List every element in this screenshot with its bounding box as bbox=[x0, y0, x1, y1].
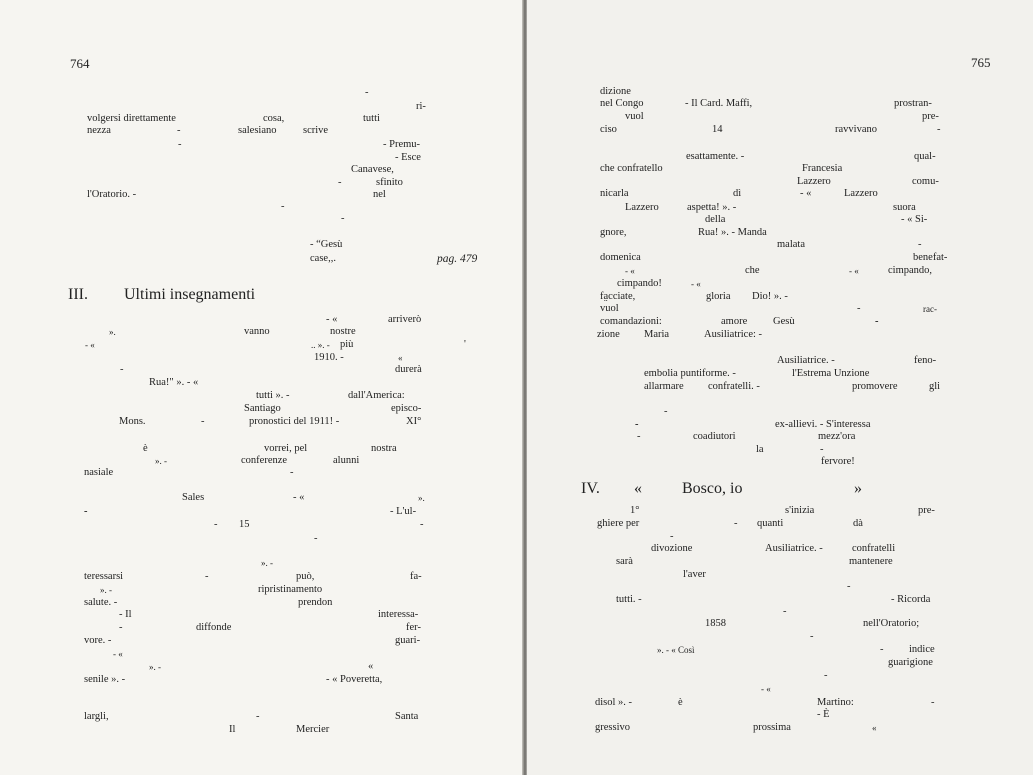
text-fragment: prostran- bbox=[894, 98, 932, 109]
text-fragment: nasiale bbox=[84, 467, 114, 478]
text-fragment: ciso bbox=[600, 124, 617, 135]
text-fragment: - « bbox=[849, 266, 859, 276]
text-fragment: - L'ul- bbox=[390, 506, 417, 517]
text-fragment: rac- bbox=[923, 304, 937, 314]
text-fragment: - « bbox=[625, 266, 635, 276]
text-fragment: gli bbox=[929, 381, 941, 392]
text-fragment: della bbox=[705, 214, 726, 225]
text-fragment: zione bbox=[597, 329, 620, 340]
text-fragment: « bbox=[368, 661, 374, 672]
text-fragment: qual- bbox=[914, 151, 936, 162]
text-fragment: volgersi direttamente bbox=[87, 113, 176, 124]
text-fragment: - « bbox=[691, 279, 701, 289]
text-fragment: - bbox=[810, 631, 814, 642]
text-fragment: XI° bbox=[406, 416, 422, 427]
text-fragment: ex-allievi. - S'interessa bbox=[775, 419, 871, 430]
text-fragment: Rua!" ». - « bbox=[149, 377, 199, 388]
text-fragment: salute. - bbox=[84, 597, 118, 608]
text-fragment: 1° bbox=[630, 505, 640, 516]
text-fragment: Mercier bbox=[296, 724, 330, 735]
text-fragment: - bbox=[931, 697, 935, 708]
text-fragment: quanti bbox=[757, 518, 784, 529]
text-fragment: fa̤cciate, bbox=[600, 291, 636, 302]
text-fragment: Martino: bbox=[817, 697, 854, 708]
text-fragment: Ausiliatrice: - bbox=[704, 329, 763, 340]
text-fragment: - « bbox=[761, 684, 771, 694]
text-fragment: pronostici del 1911! - bbox=[249, 416, 340, 427]
text-fragment: benefat- bbox=[913, 252, 948, 263]
text-fragment: dì bbox=[733, 188, 742, 199]
text-fragment: ri- bbox=[416, 101, 426, 112]
text-fragment: amore bbox=[721, 316, 748, 327]
text-fragment: - Esce bbox=[395, 152, 421, 163]
text-fragment: - bbox=[281, 201, 285, 212]
right-page bbox=[527, 0, 1033, 775]
text-fragment: gloria bbox=[706, 291, 731, 302]
text-fragment: durerà bbox=[395, 364, 422, 375]
text-fragment: Gesù bbox=[773, 316, 795, 327]
text-fragment: dizione bbox=[600, 86, 631, 97]
text-fragment: - bbox=[824, 670, 828, 681]
text-fragment: cimpando! bbox=[617, 278, 662, 289]
text-fragment: comandazioni: bbox=[600, 316, 662, 327]
text-fragment: Santa bbox=[395, 711, 419, 722]
text-fragment: è bbox=[678, 697, 683, 708]
text-fragment: mantenere bbox=[849, 556, 893, 567]
heading-open-quote: « bbox=[634, 480, 642, 497]
text-fragment: ». - « Così bbox=[657, 645, 695, 655]
page-reference: pag. 479 bbox=[437, 253, 478, 265]
text-fragment: Sales bbox=[182, 492, 205, 503]
text-fragment: .. ». - bbox=[311, 340, 330, 350]
text-fragment: è bbox=[143, 443, 148, 454]
text-fragment: nel Congo bbox=[600, 98, 644, 109]
text-fragment: alunni bbox=[333, 455, 360, 466]
text-fragment: episco- bbox=[391, 403, 422, 414]
text-fragment: promovere bbox=[852, 381, 898, 392]
text-fragment: ». - bbox=[261, 558, 273, 568]
text-fragment: ghiere per bbox=[597, 518, 640, 529]
text-fragment: - Il bbox=[119, 609, 132, 620]
text-fragment: vuol bbox=[625, 111, 644, 122]
text-fragment: 14 bbox=[712, 124, 723, 135]
text-fragment: - bbox=[338, 177, 342, 188]
text-fragment: - bbox=[635, 419, 639, 430]
text-fragment: ripristinamento bbox=[258, 584, 323, 595]
section-heading: Ultimi insegnamenti bbox=[124, 286, 256, 303]
text-fragment: cosa, bbox=[263, 113, 285, 124]
text-fragment: nell'Oratorio; bbox=[863, 618, 920, 629]
text-fragment: vore. - bbox=[84, 635, 112, 646]
text-fragment: - « bbox=[113, 649, 123, 659]
text-fragment: scrive bbox=[303, 125, 329, 136]
text-fragment: ». - bbox=[155, 456, 167, 466]
text-fragment: 15 bbox=[239, 519, 250, 530]
text-fragment: - bbox=[314, 533, 318, 544]
text-fragment: ». - bbox=[100, 585, 112, 595]
text-fragment: Rua! ». - Manda bbox=[698, 227, 767, 238]
text-fragment: nezza bbox=[87, 125, 111, 136]
text-fragment: che confratello bbox=[600, 163, 663, 174]
text-fragment: embolia puntiforme. - bbox=[644, 368, 736, 379]
text-fragment: l'Estrema Unzione bbox=[792, 368, 870, 379]
text-fragment: cimpando, bbox=[888, 265, 933, 276]
text-fragment: guari- bbox=[395, 635, 421, 646]
text-fragment: nicarla bbox=[600, 188, 629, 199]
text-fragment: arriverò bbox=[388, 314, 422, 325]
text-fragment: vuol bbox=[600, 303, 619, 314]
text-fragment: - bbox=[290, 467, 294, 478]
text-fragment: - Ricorda bbox=[891, 594, 931, 605]
text-fragment: può, bbox=[296, 571, 315, 582]
text-fragment: fa- bbox=[410, 571, 422, 582]
text-fragment: - “Gesù bbox=[310, 239, 343, 250]
section-numeral: IV. bbox=[581, 480, 600, 497]
text-fragment: - bbox=[875, 316, 879, 327]
text-fragment: - « bbox=[326, 314, 338, 325]
text-fragment: « bbox=[398, 353, 403, 363]
text-fragment: nostra bbox=[371, 443, 397, 454]
text-fragment: - bbox=[201, 416, 205, 427]
text-fragment: che bbox=[745, 265, 760, 276]
text-fragment: mezz'ora bbox=[818, 431, 856, 442]
text-fragment: senile ». - bbox=[84, 674, 126, 685]
text-fragment: - È bbox=[817, 709, 830, 720]
text-fragment: sfinito bbox=[376, 177, 403, 188]
heading-close-quote: » bbox=[854, 480, 862, 497]
text-fragment: - bbox=[119, 622, 123, 633]
text-fragment: salesiano bbox=[238, 125, 277, 136]
text-fragment: conferenze bbox=[241, 455, 288, 466]
text-fragment: - bbox=[205, 571, 209, 582]
text-fragment: ». - bbox=[149, 662, 161, 672]
text-fragment: Maria bbox=[644, 329, 670, 340]
text-fragment: malata bbox=[777, 239, 805, 250]
text-fragment: - bbox=[341, 213, 345, 224]
text-fragment: comu- bbox=[912, 176, 939, 187]
text-fragment: - bbox=[84, 506, 88, 517]
text-fragment: l'aver bbox=[683, 569, 706, 580]
text-fragment: - « bbox=[800, 188, 812, 199]
text-fragment: Mons. bbox=[119, 416, 146, 427]
text-fragment: - bbox=[365, 87, 369, 98]
text-fragment: ravvivano bbox=[835, 124, 877, 135]
text-fragment: interessa- bbox=[378, 609, 419, 620]
text-fragment: - bbox=[637, 431, 641, 442]
text-fragment: - « bbox=[293, 492, 305, 503]
text-fragment: Lazzero bbox=[625, 202, 659, 213]
section-heading: Bosco, io bbox=[682, 480, 743, 497]
text-fragment: Lazzero bbox=[797, 176, 831, 187]
text-fragment: 1910. - bbox=[314, 352, 344, 363]
text-fragment: - bbox=[177, 125, 181, 136]
text-fragment: - bbox=[670, 531, 674, 542]
text-fragment: tutti bbox=[363, 113, 380, 124]
text-fragment: confratelli bbox=[852, 543, 896, 554]
text-fragment: pre- bbox=[918, 505, 935, 516]
text-fragment: pre- bbox=[922, 111, 939, 122]
text-fragment: esattamente. - bbox=[686, 151, 745, 162]
text-fragment: Ausiliatrice. - bbox=[765, 543, 823, 554]
text-fragment: ». bbox=[418, 493, 425, 503]
text-fragment: case,,. bbox=[310, 253, 336, 264]
text-fragment: prendon bbox=[298, 597, 333, 608]
text-fragment: « bbox=[872, 723, 877, 733]
text-fragment: - bbox=[120, 364, 124, 375]
text-fragment: Il bbox=[229, 724, 236, 735]
text-fragment: - « bbox=[85, 340, 95, 350]
text-fragment: disol ». - bbox=[595, 697, 633, 708]
text-fragment: feno- bbox=[914, 355, 937, 366]
text-fragment: - bbox=[214, 519, 218, 530]
page-number: 765 bbox=[971, 55, 991, 70]
text-fragment: gnore, bbox=[600, 227, 627, 238]
text-fragment: - bbox=[734, 518, 738, 529]
text-fragment: vanno bbox=[244, 326, 270, 337]
text-fragment: - bbox=[178, 139, 182, 150]
text-fragment: teressarsi bbox=[84, 571, 124, 582]
text-fragment: - « Si- bbox=[901, 214, 928, 225]
text-fragment: Lazzero bbox=[844, 188, 878, 199]
text-fragment: 1858 bbox=[705, 618, 726, 629]
text-fragment: - bbox=[783, 606, 787, 617]
text-fragment: - bbox=[256, 711, 260, 722]
section-numeral: III. bbox=[68, 286, 88, 303]
text-fragment: tutti ». - bbox=[256, 390, 290, 401]
text-fragment: largli, bbox=[84, 711, 109, 722]
text-fragment: - « Poveretta, bbox=[326, 674, 383, 685]
text-fragment: - bbox=[880, 644, 884, 655]
text-fragment: l'Oratorio. - bbox=[87, 189, 137, 200]
text-fragment: Ausiliatrice. - bbox=[777, 355, 835, 366]
text-fragment: Dio! ». - bbox=[752, 291, 788, 302]
text-fragment: - bbox=[857, 303, 861, 314]
text-fragment: più bbox=[340, 339, 354, 350]
text-fragment: dà bbox=[853, 518, 863, 529]
text-fragment: Santiago bbox=[244, 403, 281, 414]
text-fragment: Canavese, bbox=[351, 164, 394, 175]
text-fragment: s'inizia bbox=[785, 505, 815, 516]
text-fragment: Francesia bbox=[802, 163, 843, 174]
text-fragment: coadiutori bbox=[693, 431, 736, 442]
text-fragment: fer- bbox=[406, 622, 421, 633]
text-fragment: prossima bbox=[753, 722, 791, 733]
text-fragment: allarmare bbox=[644, 381, 684, 392]
text-fragment: divozione bbox=[651, 543, 693, 554]
text-fragment: ' bbox=[464, 339, 466, 350]
text-fragment: vorrei, pel bbox=[264, 443, 308, 454]
text-fragment: nostre bbox=[330, 326, 356, 337]
text-fragment: - bbox=[918, 239, 922, 250]
text-fragment: indice bbox=[909, 644, 935, 655]
text-fragment: ». bbox=[109, 327, 116, 337]
text-fragment: fervore! bbox=[821, 456, 855, 467]
text-fragment: nel bbox=[373, 189, 386, 200]
text-fragment: domenica bbox=[600, 252, 641, 263]
text-fragment: gressivo bbox=[595, 722, 630, 733]
text-fragment: sarà bbox=[616, 556, 633, 567]
text-fragment: aspetta! ». - bbox=[687, 202, 737, 213]
text-fragment: - Il Card. Maffi, bbox=[685, 98, 753, 109]
text-fragment: tutti. - bbox=[616, 594, 642, 605]
page-number: 764 bbox=[70, 56, 90, 71]
text-fragment: - bbox=[847, 581, 851, 592]
text-fragment: - bbox=[420, 519, 424, 530]
text-fragment: - bbox=[820, 444, 824, 455]
text-fragment: - bbox=[937, 124, 941, 135]
text-fragment: guarigione bbox=[888, 657, 933, 668]
text-fragment: diffonde bbox=[196, 622, 232, 633]
text-fragment: la bbox=[756, 444, 764, 455]
text-fragment: confratelli. - bbox=[708, 381, 760, 392]
text-fragment: - bbox=[664, 406, 668, 417]
text-fragment: dall'America: bbox=[348, 390, 405, 401]
text-fragment: suora bbox=[893, 202, 916, 213]
text-fragment: - Premu- bbox=[383, 139, 421, 150]
